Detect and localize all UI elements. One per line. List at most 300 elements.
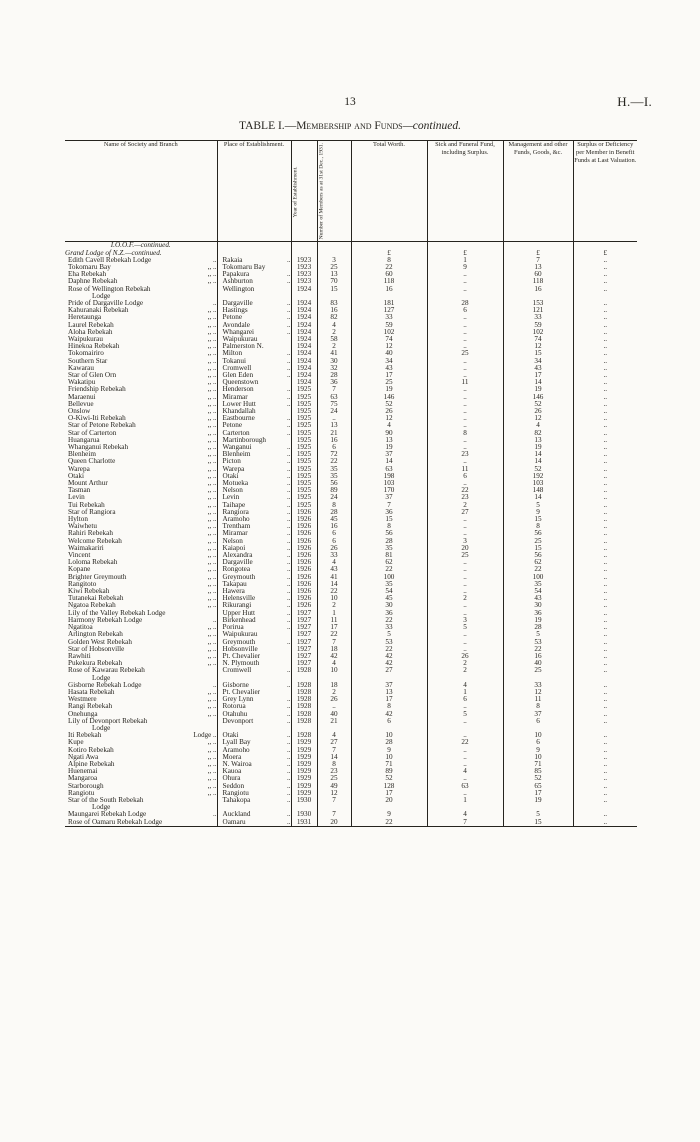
total-worth-cell: 34	[351, 358, 427, 365]
place-name: Khandallah	[222, 407, 256, 415]
surplus-per-member-cell: ..	[573, 739, 637, 746]
management-funds-cell: 13	[503, 437, 573, 444]
place-name: Blenheim	[222, 450, 251, 459]
total-worth-cell: 17	[351, 372, 427, 379]
members-count-cell: 58	[317, 336, 351, 343]
society-name-continuation: Lodge	[92, 723, 111, 732]
sick-funeral-fund-cell: 11	[427, 379, 503, 386]
place-name: Aramoho	[222, 515, 250, 524]
place-name: Dargaville	[222, 558, 253, 567]
society-name: Rangi Rebekah	[68, 702, 113, 711]
year-established-cell: 1927	[291, 610, 317, 617]
society-name: Welcome Rebekah	[68, 536, 122, 545]
society-name: Kopane	[68, 565, 91, 574]
place-name: Tokomaru Bay	[222, 262, 266, 271]
society-name: Queen Charlotte	[68, 457, 116, 466]
table-row	[65, 372, 637, 379]
sick-funeral-fund-cell: 20	[427, 545, 503, 552]
members-count-cell: 35	[317, 466, 351, 473]
society-name: Lily of the Valley Rebekah Lodge	[68, 608, 166, 617]
society-name-tail: Lodge ..	[193, 731, 217, 740]
place-name: N. Plymouth	[222, 659, 260, 668]
society-name-tail: ,, ..	[207, 515, 217, 524]
management-funds-cell: 19	[503, 386, 573, 393]
table-header	[65, 141, 637, 242]
sick-funeral-fund-cell: 4	[427, 682, 503, 689]
total-worth-cell: 198	[351, 473, 427, 480]
total-worth-cell: 60	[351, 271, 427, 278]
place-name: Miramar	[222, 529, 248, 538]
society-name: Maungarei Rebekah Lodge	[68, 810, 147, 819]
place-name: Rangiora	[222, 507, 249, 516]
surplus-per-member-cell: ..	[573, 322, 637, 329]
year-established-cell: 1929	[291, 761, 317, 768]
society-name-tail: ,, ..	[207, 579, 217, 588]
year-established-cell: 1929	[291, 754, 317, 761]
place-name: Kauoa	[222, 767, 242, 776]
members-count-cell: 16	[317, 437, 351, 444]
place-name-tail: ..	[287, 608, 291, 617]
column-header-members: Number of Members as at 31st Dec., 1931.	[317, 141, 351, 242]
surplus-per-member-cell: ..	[573, 797, 637, 804]
place-name: Porirua	[222, 623, 244, 632]
table-row	[65, 329, 637, 336]
sick-funeral-fund-cell: 5	[427, 711, 503, 718]
sick-funeral-fund-cell: 2	[427, 660, 503, 667]
place-name-tail: ..	[287, 507, 291, 516]
management-funds-cell: 14	[503, 494, 573, 501]
members-count-cell: 41	[317, 574, 351, 581]
members-count-cell: 6	[317, 538, 351, 545]
place-name: Greymouth	[222, 637, 256, 646]
place-name-tail: ..	[287, 745, 291, 754]
sick-funeral-fund-cell: ..	[427, 415, 503, 422]
members-count-cell: 2	[317, 689, 351, 696]
surplus-per-member-cell: ..	[573, 307, 637, 314]
sick-funeral-fund-cell: ..	[427, 610, 503, 617]
society-name-tail: ,, ..	[207, 320, 217, 329]
year-established-cell: 1925	[291, 458, 317, 465]
members-count-cell: 4	[317, 732, 351, 739]
society-name: Whanganui Rebekah	[68, 443, 129, 452]
place-name-tail: ..	[287, 709, 291, 718]
society-name-tail: ,, ..	[207, 702, 217, 711]
year-established-cell: 1929	[291, 790, 317, 797]
management-funds-cell: 33	[503, 314, 573, 321]
society-name-cell	[65, 819, 217, 827]
society-name-tail: ,, ..	[207, 759, 217, 768]
place-name: Wanganui	[222, 443, 252, 452]
surplus-per-member-cell: ..	[573, 473, 637, 480]
members-count-cell: 49	[317, 783, 351, 790]
members-count-cell: 18	[317, 646, 351, 653]
society-name-tail: ,, ..	[207, 651, 217, 660]
place-name-tail: ..	[287, 522, 291, 531]
total-worth-cell: 127	[351, 307, 427, 314]
surplus-per-member-cell: ..	[573, 538, 637, 545]
sick-funeral-fund-cell: ..	[427, 747, 503, 754]
total-worth-cell: 8	[351, 703, 427, 710]
table-row	[65, 300, 637, 307]
place-name-tail: ..	[287, 421, 291, 430]
members-count-cell: 6	[317, 444, 351, 451]
management-funds-cell: 74	[503, 336, 573, 343]
members-count-cell: 89	[317, 487, 351, 494]
table-row	[65, 350, 637, 357]
surplus-per-member-cell: ..	[573, 639, 637, 646]
table-row	[65, 761, 637, 768]
place-name-tail: ..	[287, 327, 291, 336]
society-name: Rose of Wellington Rebekah	[68, 284, 151, 293]
year-established-cell: 1925	[291, 502, 317, 509]
society-name: Huangarua	[68, 435, 100, 444]
total-worth-cell: 59	[351, 322, 427, 329]
management-funds-cell: 56	[503, 530, 573, 537]
surplus-per-member-cell: ..	[573, 566, 637, 573]
place-name-tail: ..	[287, 594, 291, 603]
total-worth-cell: 36	[351, 610, 427, 617]
members-count-cell: 75	[317, 401, 351, 408]
year-established-cell: 1925	[291, 480, 317, 487]
members-count-cell: 22	[317, 631, 351, 638]
year-established-cell: 1929	[291, 783, 317, 790]
table-row-continuation	[65, 293, 637, 300]
total-worth-cell: 42	[351, 660, 427, 667]
total-worth-cell: 40	[351, 350, 427, 357]
year-established-cell: 1928	[291, 718, 317, 725]
sick-funeral-fund-cell: ..	[427, 343, 503, 350]
place-name: Alexandra	[222, 551, 253, 560]
society-name: Rawhiti	[68, 651, 91, 660]
management-funds-cell: 14	[503, 379, 573, 386]
year-established-cell: 1926	[291, 566, 317, 573]
table-row	[65, 437, 637, 444]
place-name: Upper Hutt	[222, 608, 256, 617]
table-row	[65, 545, 637, 552]
year-established-cell: 1929	[291, 739, 317, 746]
sick-funeral-fund-cell: ..	[427, 732, 503, 739]
management-funds-cell: 13	[503, 264, 573, 271]
surplus-per-member-cell: ..	[573, 811, 637, 818]
place-name-tail: ..	[287, 579, 291, 588]
place-name: Lyall Bay	[222, 738, 251, 747]
management-funds-cell: 33	[503, 682, 573, 689]
members-count-cell: 14	[317, 581, 351, 588]
total-worth-cell: 63	[351, 466, 427, 473]
place-name-tail: ..	[287, 399, 291, 408]
management-funds-cell: 22	[503, 566, 573, 573]
sick-funeral-fund-cell: 5	[427, 624, 503, 631]
society-name-tail: ,, ..	[207, 594, 217, 603]
surplus-per-member-cell: ..	[573, 257, 637, 264]
members-count-cell: 7	[317, 386, 351, 393]
place-name: Taihape	[222, 500, 246, 509]
total-worth-cell: 22	[351, 264, 427, 271]
members-count-cell: 21	[317, 430, 351, 437]
management-funds-cell: 15	[503, 819, 573, 827]
society-name-tail: ,, ..	[207, 752, 217, 761]
total-worth-cell: 22	[351, 819, 427, 827]
surplus-per-member-cell: ..	[573, 444, 637, 451]
sick-funeral-fund-cell: ..	[427, 754, 503, 761]
surplus-per-member-cell: ..	[573, 581, 637, 588]
society-name: Star of the South Rebekah	[68, 795, 144, 804]
table-row	[65, 624, 637, 631]
management-funds-cell: 153	[503, 300, 573, 307]
total-worth-cell: 90	[351, 430, 427, 437]
year-established-cell: 1926	[291, 574, 317, 581]
year-established-cell: 1928	[291, 696, 317, 703]
society-name: Levin	[68, 493, 85, 502]
sick-funeral-fund-cell: 2	[427, 667, 503, 674]
sick-funeral-fund-cell: ..	[427, 718, 503, 725]
society-name-tail: ,, ..	[207, 709, 217, 718]
surplus-per-member-cell: ..	[573, 768, 637, 775]
total-worth-cell: 10	[351, 754, 427, 761]
table-row	[65, 394, 637, 401]
surplus-per-member-cell: ..	[573, 754, 637, 761]
place-name: Cromwell	[222, 363, 252, 372]
society-name-tail: ,, ..	[207, 637, 217, 646]
year-established-cell: 1924	[291, 329, 317, 336]
table-row-continuation	[65, 804, 637, 811]
total-worth-cell: 81	[351, 552, 427, 559]
year-established-cell: 1925	[291, 430, 317, 437]
society-name: Aloha Rebekah	[68, 327, 113, 336]
society-name: Rose of Kawarau Rebekah	[68, 666, 145, 675]
place-name-tail: ..	[287, 428, 291, 437]
society-name: Starborough	[68, 781, 104, 790]
year-established-cell: 1924	[291, 322, 317, 329]
society-name-tail: ,, ..	[207, 334, 217, 343]
sick-funeral-fund-cell: ..	[427, 458, 503, 465]
column-header-sick-funeral: Sick and Funeral Fund, including Surplus.	[427, 141, 503, 242]
table-row	[65, 314, 637, 321]
place-name: Hobsonville	[222, 644, 258, 653]
sick-funeral-fund-cell: ..	[427, 365, 503, 372]
total-worth-cell: 54	[351, 588, 427, 595]
total-worth-cell: 89	[351, 768, 427, 775]
table-row	[65, 430, 637, 437]
society-name: Gisborne Rebekah Lodge	[68, 680, 142, 689]
society-name-tail: ..	[213, 680, 217, 689]
total-worth-cell: 26	[351, 408, 427, 415]
society-name: Kawarau	[68, 363, 94, 372]
sick-funeral-fund-cell: ..	[427, 588, 503, 595]
members-count-cell: 12	[317, 790, 351, 797]
society-name-tail: ,, ..	[207, 738, 217, 747]
surplus-per-member-cell: ..	[573, 451, 637, 458]
society-name-tail: ,, ..	[207, 342, 217, 351]
total-worth-cell: 36	[351, 509, 427, 516]
society-name: Tokomaru Bay	[68, 262, 111, 271]
table-row	[65, 415, 637, 422]
table-body	[65, 242, 637, 826]
surplus-per-member-cell: ..	[573, 775, 637, 782]
management-funds-cell: 12	[503, 689, 573, 696]
total-worth-cell: 100	[351, 574, 427, 581]
surplus-per-member-cell: ..	[573, 358, 637, 365]
surplus-per-member-cell: ..	[573, 278, 637, 285]
table-row	[65, 480, 637, 487]
management-funds-cell: 9	[503, 747, 573, 754]
members-count-cell: 21	[317, 718, 351, 725]
total-worth-cell: 13	[351, 437, 427, 444]
society-name: Harmony Rebekah Lodge	[68, 615, 143, 624]
society-name-tail: ,, ..	[207, 500, 217, 509]
place-name: Auckland	[222, 810, 251, 819]
society-name-tail: ,, ..	[207, 435, 217, 444]
year-established-cell: 1925	[291, 401, 317, 408]
page-number: 13	[344, 96, 356, 108]
society-name-tail: ,, ..	[207, 644, 217, 653]
society-name: Loloma Rebekah	[68, 558, 118, 567]
total-worth-cell: 170	[351, 487, 427, 494]
management-funds-cell: 10	[503, 732, 573, 739]
place-name: Grey Lynn	[222, 695, 254, 704]
place-name: Cromwell	[222, 666, 252, 675]
total-worth-cell: 6	[351, 718, 427, 725]
members-count-cell: 2	[317, 343, 351, 350]
management-funds-cell: 52	[503, 466, 573, 473]
society-name-tail: ,, ..	[207, 385, 217, 394]
society-name-tail: ,, ..	[207, 421, 217, 430]
year-established-cell: 1926	[291, 581, 317, 588]
management-funds-cell: 5	[503, 811, 573, 818]
table-row	[65, 617, 637, 624]
caption-prefix: TABLE I.	[238, 120, 285, 132]
sick-funeral-fund-cell: ..	[427, 408, 503, 415]
surplus-per-member-cell: ..	[573, 408, 637, 415]
sick-funeral-fund-cell: ..	[427, 394, 503, 401]
total-worth-cell: 33	[351, 314, 427, 321]
year-established-cell: 1923	[291, 264, 317, 271]
surplus-per-member-cell: ..	[573, 300, 637, 307]
members-count-cell: 16	[317, 307, 351, 314]
total-worth-cell: 42	[351, 653, 427, 660]
society-name-tail: ,, ..	[207, 623, 217, 632]
members-count-cell: 25	[317, 264, 351, 271]
sick-funeral-fund-cell: ..	[427, 286, 503, 293]
table-row	[65, 408, 637, 415]
members-count-cell: 22	[317, 588, 351, 595]
year-established-cell: 1923	[291, 271, 317, 278]
table-row	[65, 718, 637, 725]
management-funds-cell: 17	[503, 372, 573, 379]
place-name-tail: ..	[287, 817, 291, 826]
members-count-cell: 2	[317, 602, 351, 609]
year-established-cell: 1927	[291, 639, 317, 646]
place-name-tail: ..	[287, 356, 291, 365]
place-cell	[217, 718, 291, 725]
surplus-per-member-cell: ..	[573, 264, 637, 271]
surplus-per-member-cell: ..	[573, 480, 637, 487]
total-worth-cell: 52	[351, 775, 427, 782]
total-worth-cell: 71	[351, 761, 427, 768]
management-funds-cell: 19	[503, 444, 573, 451]
surplus-per-member-cell: ..	[573, 574, 637, 581]
management-funds-cell: 16	[503, 286, 573, 293]
place-name-tail: ..	[287, 270, 291, 279]
members-count-cell: 18	[317, 682, 351, 689]
place-name-tail: ..	[287, 731, 291, 740]
members-count-cell: 14	[317, 754, 351, 761]
management-funds-cell: 148	[503, 487, 573, 494]
place-name-tail: ..	[287, 385, 291, 394]
place-name-tail: ..	[287, 558, 291, 567]
society-name: Heretaunga	[68, 313, 102, 322]
sick-funeral-fund-cell: 1	[427, 257, 503, 264]
year-established-cell: 1926	[291, 538, 317, 545]
place-name-tail: ..	[287, 370, 291, 379]
sick-funeral-fund-cell: ..	[427, 566, 503, 573]
place-name: Queenstown	[222, 378, 259, 387]
currency-surplus: £	[573, 250, 637, 257]
place-name: Aramoho	[222, 745, 250, 754]
society-name: Kotiro Rebekah	[68, 745, 114, 754]
society-name-tail: ,, ..	[207, 767, 217, 776]
total-worth-cell: 12	[351, 415, 427, 422]
management-funds-cell: 6	[503, 739, 573, 746]
table-row	[65, 739, 637, 746]
members-count-cell: 82	[317, 314, 351, 321]
society-name-tail: ,, ..	[207, 551, 217, 560]
surplus-per-member-cell: ..	[573, 437, 637, 444]
place-name: Papakura	[222, 270, 250, 279]
society-name: Vincent	[68, 551, 91, 560]
surplus-per-member-cell: ..	[573, 783, 637, 790]
surplus-per-member-cell: ..	[573, 617, 637, 624]
society-name: Waimakariri	[68, 543, 104, 552]
members-count-cell: 10	[317, 667, 351, 674]
place-name: Picton	[222, 457, 241, 466]
society-name: Huenemai	[68, 767, 98, 776]
total-worth-cell: 22	[351, 566, 427, 573]
surplus-per-member-cell: ..	[573, 509, 637, 516]
table-row	[65, 768, 637, 775]
column-header-place: Place of Establishment.	[217, 141, 291, 242]
members-count-cell: 13	[317, 422, 351, 429]
year-established-cell: 1925	[291, 422, 317, 429]
sick-funeral-fund-cell: ..	[427, 775, 503, 782]
total-worth-cell: 25	[351, 379, 427, 386]
society-name-tail: ,, ..	[207, 781, 217, 790]
management-funds-cell: 4	[503, 422, 573, 429]
surplus-per-member-cell: ..	[573, 545, 637, 552]
place-name-tail: ..	[287, 795, 291, 804]
table-row	[65, 588, 637, 595]
table-row	[65, 516, 637, 523]
surplus-per-member-cell: ..	[573, 365, 637, 372]
place-name: Ashburton	[222, 277, 253, 286]
place-name: Helensville	[222, 594, 256, 603]
members-count-cell: 32	[317, 365, 351, 372]
year-established-cell: 1930	[291, 797, 317, 804]
table-row	[65, 401, 637, 408]
sick-funeral-fund-cell: ..	[427, 358, 503, 365]
sick-funeral-fund-cell: ..	[427, 559, 503, 566]
members-count-cell: 70	[317, 278, 351, 285]
table-row	[65, 509, 637, 516]
society-name-cell	[65, 487, 217, 494]
society-name-tail: ,, ..	[207, 313, 217, 322]
total-worth-cell: 45	[351, 595, 427, 602]
management-funds-cell: 35	[503, 581, 573, 588]
surplus-per-member-cell: ..	[573, 458, 637, 465]
place-name: Rongotea	[222, 565, 251, 574]
place-name-tail: ..	[287, 781, 291, 790]
place-name-tail: ..	[287, 810, 291, 819]
